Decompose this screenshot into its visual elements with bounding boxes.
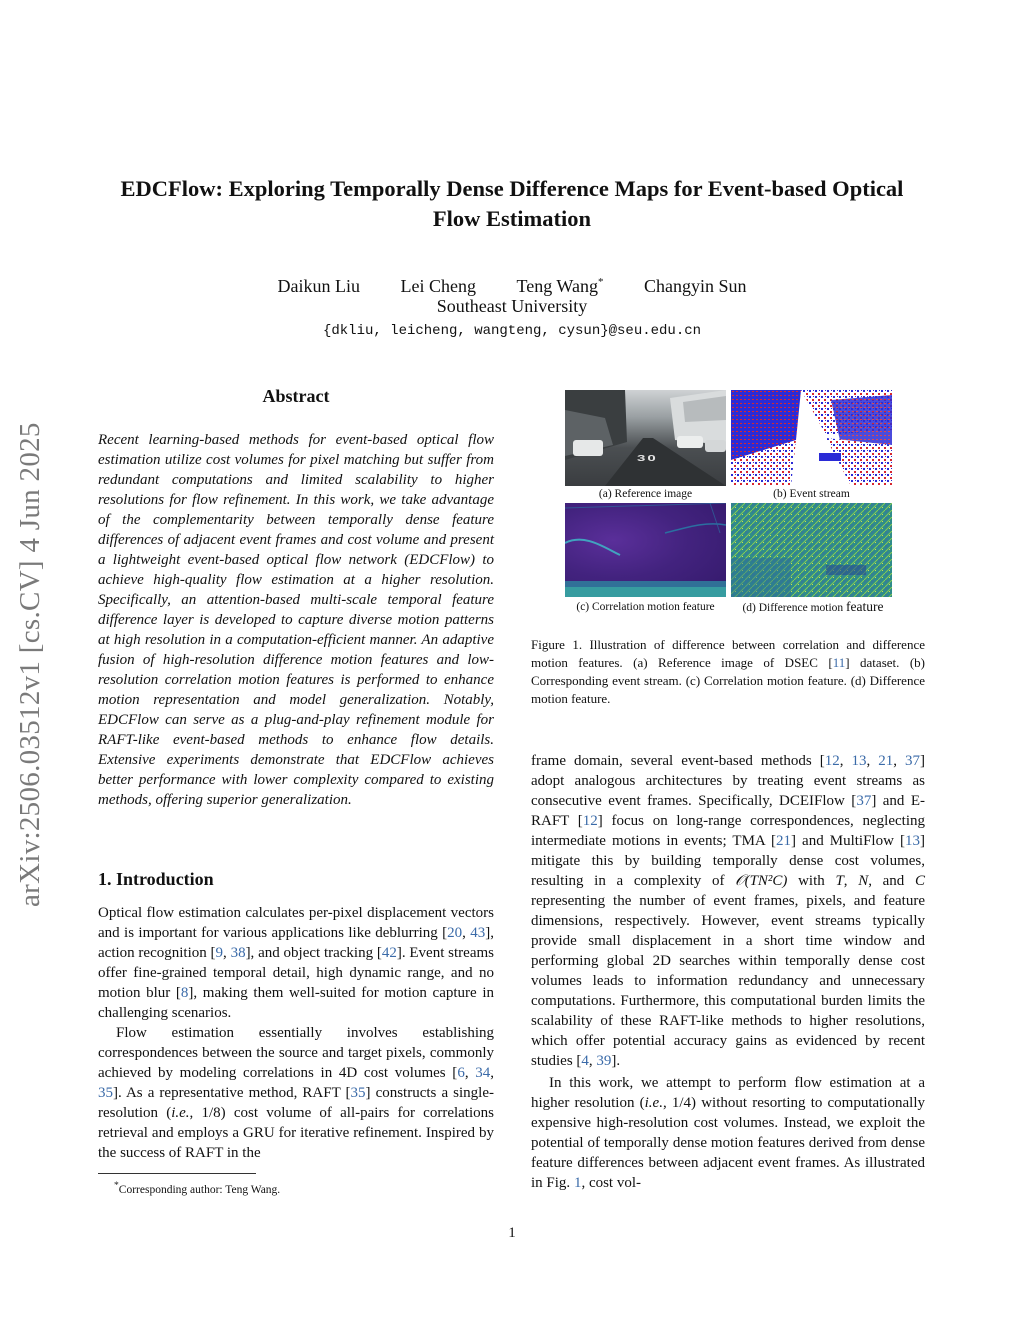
citation-link[interactable]: 39 [596, 1053, 612, 1069]
text-run: Flow estimation essentially involves establishing correspondences between the source and target pixels, commonly achieved by modeling correlations in 4D cost volumes [ [98, 1025, 494, 1081]
author-1: Daikun Liu [277, 276, 361, 296]
citation-link[interactable]: 37 [856, 793, 872, 809]
text-run: , [223, 945, 231, 961]
citation-link[interactable]: 35 [98, 1085, 113, 1101]
citation-link[interactable]: 42 [381, 945, 397, 961]
text-run: , [462, 925, 471, 941]
citation-link[interactable]: 9 [215, 945, 224, 961]
text-run: ]. As a representative method, RAFT [ [113, 1085, 351, 1101]
italic-term: N [858, 873, 869, 889]
subcaption-c: (c) Correlation motion feature [576, 601, 715, 613]
text-run: In this work, we attempt to perform flow estimation at a higher resolution ( [531, 1075, 925, 1111]
italic-term: 𝒪(TN²C) [735, 873, 788, 889]
abstract-heading: Abstract [262, 386, 330, 406]
road-marking: 30 [637, 453, 658, 464]
citation-link[interactable]: 11 [832, 655, 846, 670]
text-run: ] adopt analogous architectures by treating event streams as consecutive event frames. Specifically, DCEIFlow [ [531, 753, 926, 809]
text-run: ] dataset. (b) Corresponding event stream. (c) Correlation motion feature. (d) Difference motion feature. [531, 655, 926, 706]
reference-image [565, 390, 726, 486]
text-run: ] and MultiFlow [ [790, 833, 905, 849]
citation-link[interactable]: 21 [878, 753, 894, 769]
citation-link[interactable]: 12 [582, 813, 598, 829]
text-run: ] and E-RAFT [ [531, 793, 926, 829]
subcaption-d-tail: feature [846, 599, 884, 614]
introduction-body [98, 903, 494, 1163]
citation-link[interactable]: 1 [573, 1175, 582, 1191]
author-2: Lei Cheng [400, 276, 476, 296]
subcaption-d [731, 600, 895, 615]
citation-link[interactable]: 13 [905, 833, 920, 849]
footnote-text: Corresponding author: Teng Wang. [118, 1183, 281, 1196]
author-emails: {dkliu, leicheng, wangteng, cysun}@seu.edu.cn [322, 323, 702, 339]
text-run: , [893, 753, 906, 769]
citation-link[interactable]: 38 [230, 945, 246, 961]
text-run: , 1/8) cost volume of all-pairs for correlations retrieval and employs a GRU for iterative refinement. Inspired by the success of RAFT in the [98, 1105, 494, 1161]
text-run: , [843, 873, 859, 889]
text-run: frame domain, several event-based methods [ [531, 753, 825, 769]
abstract-text: Recent learning-based methods for event-based optical flow estimation utilize cost volumes for pixel matching but suffer from redundant computations and limited scalability to higher resolutions for flow refinement. In this work, we take advantage of the complementarity between temporally dense feature differences of adjacent event frames and cost volume and present a lightweight event-based optical flow network (EDCFlow) to achieve high-quality flow estimation at a higher resolution. Specifically, an attention-based multi-scale temporal feature difference layer is developed to capture diverse motion patterns at high resolution in a computation-efficient manner. An adaptive fusion of high-resolution difference motion features and low-resolution correlation motion features is performed to enhance motion representation and model generalization. Notably, EDCFlow can serve as a plug-and-play refinement module for RAFT-like event-based methods to enhance flow details. Extensive experiments demonstrate that EDCFlow achieves better performance with lower complexity compared to existing methods, offering superior generalization. [98, 432, 494, 808]
text-run: ] constructs a single-resolution ( [98, 1085, 494, 1121]
author-3-name: Teng Wang [516, 276, 598, 296]
footnote-rule [98, 1173, 256, 1174]
italic-term: T [835, 873, 844, 889]
text-run: , 1/4) without resorting to computationally expensive high-resolution cost volumes. Instead, we exploit the potential of temporally dense motion features derived from dense feature differences between adjacent event frames. As illustrated in Fig. [531, 1095, 925, 1191]
right-column-body [531, 751, 925, 1193]
italic-term: i.e. [171, 1105, 190, 1121]
text-run: ]. Event streams offer fine-grained temporal detail, high dynamic range, and no motion blur [ [98, 945, 494, 1001]
footnote-mark: * [114, 1180, 119, 1191]
intro-paragraph-2 [98, 1023, 494, 1163]
text-run: Optical flow estimation calculates per-pixel displacement vectors and is important for various applications like deblurring [ [98, 905, 494, 941]
page-number: 1 [508, 1225, 516, 1241]
text-run: ], and object tracking [ [245, 945, 382, 961]
citation-link[interactable]: 4 [581, 1053, 589, 1069]
text-run: , cost vol- [581, 1175, 642, 1191]
text-run: , and [868, 873, 915, 889]
text-run: with [787, 873, 836, 889]
correlation-feature-image [565, 503, 726, 597]
italic-term: C [914, 873, 925, 889]
citation-link[interactable]: 35 [350, 1085, 366, 1101]
citation-link[interactable]: 43 [470, 925, 486, 941]
citation-link[interactable]: 37 [905, 753, 921, 769]
arxiv-stamp-text: arXiv:2506.03512v1 [cs.CV] 4 Jun 2025 [14, 422, 46, 908]
citation-link[interactable]: 6 [457, 1065, 465, 1081]
subcaption-b: (b) Event stream [773, 488, 850, 500]
text-run: , [839, 753, 852, 769]
difference-feature-image [731, 503, 892, 597]
text-run: Figure 1. Illustration of difference between correlation and difference motion features. (a) Reference image of DSEC [ [531, 637, 925, 670]
author-4: Changyin Sun [643, 276, 747, 296]
text-run: representing the number of event frames, pixels, and feature dimensions, respectively. However, event streams typically provide small displacement in a short time window and performing global 2D searches within temporally dense cost volumes leads to information redundancy and unnecessary computations. Furthermore, this computational burden limits the scalability of these RAFT-like methods to higher resolutions, which offer potential accuracy gains as evidenced by recent studies [ [531, 893, 925, 1069]
citation-link[interactable]: 13 [851, 753, 867, 769]
citation-link[interactable]: 20 [447, 925, 463, 941]
text-run: ]. [611, 1053, 621, 1069]
introduction-heading: 1. Introduction [98, 869, 214, 889]
intro-paragraph-1 [98, 903, 494, 1023]
text-run: , [588, 1053, 597, 1069]
citation-link[interactable]: 34 [475, 1065, 491, 1081]
citation-link[interactable]: 8 [180, 985, 189, 1001]
citation-link[interactable]: 21 [775, 833, 791, 849]
text-run: , [490, 1065, 495, 1081]
text-run: ] mitigate this by building temporally dense cost volumes, resulting in a complexity of [531, 833, 925, 889]
text-run: ], making them well-suited for motion capture in challenging scenarios. [98, 985, 494, 1021]
paper-title: EDCFlow: Exploring Temporally Dense Difference Maps for Event-based Optical Flow Estimation [120, 176, 904, 231]
right-paragraph-1 [531, 751, 925, 1071]
event-stream-image [731, 390, 892, 486]
affiliation: Southeast University [436, 296, 588, 316]
right-paragraph-2 [531, 1073, 925, 1193]
subcaption-a: (a) Reference image [598, 488, 693, 500]
corresponding-mark: * [597, 276, 604, 288]
italic-term: i.e. [644, 1095, 663, 1111]
author-3 [517, 276, 604, 296]
footnote [98, 1178, 494, 1198]
text-run: ], action recognition [ [98, 925, 495, 961]
citation-link[interactable]: 12 [824, 753, 840, 769]
text-run: , [866, 753, 879, 769]
text-run: ] focus on long-range correspondences, neglecting intermediate motions in events; TMA [ [531, 813, 925, 849]
text-run: , [464, 1065, 476, 1081]
subcaption-d-text: (d) Difference motion [742, 602, 844, 614]
figure-1-caption [531, 636, 925, 708]
arxiv-stamp [14, 380, 62, 950]
